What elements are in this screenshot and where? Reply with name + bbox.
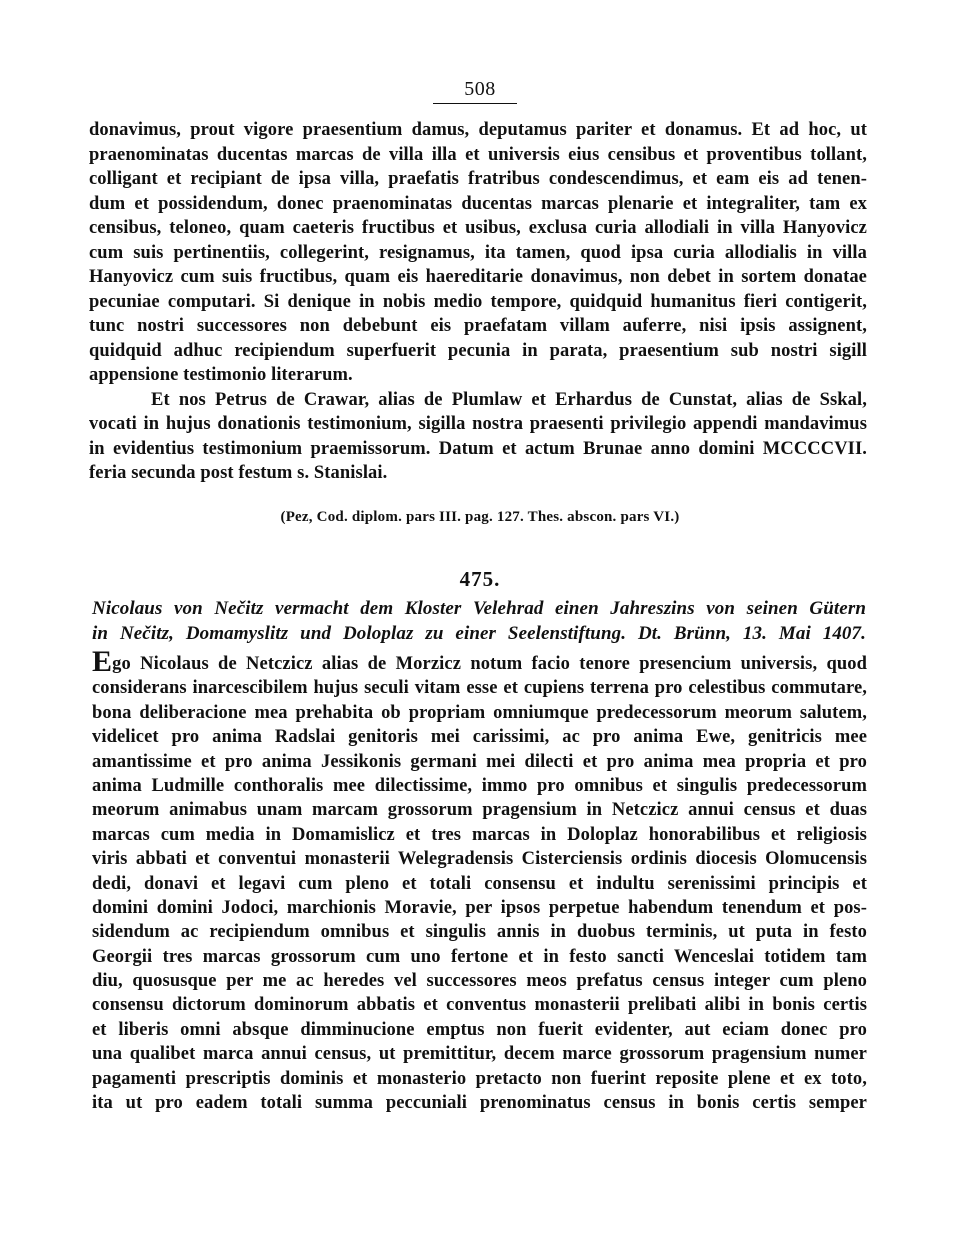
text-line: sidendum ac recipiendum omnibus et singulis annis in duobus terminis, ut puta in festo — [92, 922, 867, 943]
text-line: pagamenti prescriptis dominis et monasterio pretacto non fuerint reposite plene et ex toto, — [92, 1068, 867, 1089]
text-line: viris abbati et conventui monasterii Welegradensis Cisterciensis ordinis diocesis Olomucensis — [92, 849, 867, 870]
regest-line: in Nečitz, Domamyslitz und Doloplaz zu einer Seelenstiftung. Dt. Brünn, 13. Mai 1407. — [92, 623, 866, 644]
text-line: marcas cum media in Domamislicz et tres marcas in Doloplaz honorabilibus et religiosis — [92, 824, 867, 845]
text-line: ita ut pro eadem totali summa peccuniali prenominatus census in bonis certis semper — [92, 1093, 867, 1114]
first-text-line — [92, 645, 867, 678]
text-line: videlicet pro anima Radslai genitoris mei carissimi, ac pro anima Ewe, genitricis mee — [92, 727, 867, 748]
text-line: et liberis omni absque dimminucione emptus non fuerit evidenter, aut eciam donec pro — [92, 1019, 867, 1040]
text-line: considerans inarcescibilem hujus seculi vitam esse et cupiens terrena pro celestibus commutare, — [92, 678, 867, 699]
text-line: in evidentius testimonium praemissorum. Datum et actum Brunae anno domini MCCCCVII. — [89, 438, 867, 459]
text-line: praenominatas ducentas marcas de villa illa et universis eius censibus et proventibus tollant, — [89, 144, 867, 165]
text-line: Hanyovicz cum suis fructibus, quam eis haereditarie donavimus, non debet in sortem donatae — [89, 267, 867, 287]
text-line: bona deliberacione mea prehabita ob propriam omniumque predecessorum meorum salutem, — [92, 702, 867, 723]
document-regest — [92, 596, 866, 646]
text-line: vocati in hujus donationis testimonium, sigilla nostra praesenti privilegio appendi mandavimus — [89, 414, 867, 434]
text-line: diu, quosusque per me ac heredes vel successores meos prefatus census integer cum pleno — [92, 971, 867, 992]
text-line: feria secunda post festum s. Stanislai. — [89, 463, 388, 483]
text-line: Et nos Petrus de Crawar, alias de Plumlaw et Erhardus de Cunstat, alias de Sskal, — [151, 389, 867, 410]
text-line: una qualibet marca annui census, ut premittitur, decem marce grossorum pragensium numer — [92, 1044, 867, 1065]
page-number-rule — [433, 103, 517, 104]
document-body — [92, 645, 867, 1115]
text-line: consensu dictorum dominorum abbatis et conventus monasterii prelibati alibi in bonis certis — [92, 995, 867, 1016]
text-line: tunc nostri successores non debebunt eis praefatam villam auferre, nisi ipsis assignent, — [89, 316, 867, 336]
text-line: amantissime et pro anima Jessikonis germani mei dilecti et pro anima mea propria et pro — [92, 751, 867, 772]
text-line: donavimus, prout vigore praesentium damus, deputamus pariter et donamus. Et ad hoc, ut — [89, 120, 867, 140]
first-line-text: go Nicolaus de Netczicz alias de Morzicz notum facio tenore presencium universis, quod — [112, 654, 867, 674]
text-line: censibus, teloneo, quam caeteris fructibus et usibus, exclusa curia allodiali in villa Hanyovicz — [89, 218, 867, 238]
regest-line: Nicolaus von Nečitz vermacht dem Kloster Velehrad einen Jahreszins von seinen Gütern — [92, 598, 866, 619]
text-line: domini domini Jodoci, marchionis Moravie, per ipsos perpetue habendum tenendum et pos- — [92, 897, 867, 918]
text-line: Georgii tres marcas grossorum cum uno fertone et in festo sancti Wenceslai totidem tam — [92, 946, 867, 967]
text-line: meorum animabus unam marcam grossorum pragensium in Netczicz annui census et duas — [92, 800, 867, 821]
initial-letter: E — [92, 645, 113, 678]
page-number: 508 — [464, 78, 496, 100]
previous-document-text — [89, 118, 867, 486]
text-line: pecuniae computari. Si denique in nobis medio tempore, quidquid humanitus fieri contigerit, — [89, 291, 867, 312]
source-citation: (Pez, Cod. diplom. pars III. pag. 127. Thes. abscon. pars VI.) — [280, 509, 680, 525]
document-number: 475. — [459, 567, 501, 591]
text-line: dedi, donavi et legavi cum pleno et totali consensu et indultu serenissimi principis et — [92, 873, 867, 894]
text-line: appensione testimonio literarum. — [89, 365, 353, 385]
text-line: quidquid adhuc recipiendum superfuerit pecunia in parata, praesentium sub nostri sigill — [89, 340, 867, 361]
text-line: anima Ludmille conthoralis mee dilectissime, immo pro omnibus et singulis predecessorum — [92, 775, 867, 796]
text-line: dum et possidendum, donec praenominatas ducentas marcas plenarie et integraliter, tam ex — [89, 193, 867, 214]
text-line: colligant et recipiant de ipsa villa, praefatis fratribus condescendimus, et eam eis ad tenen- — [89, 169, 867, 189]
text-line: cum suis pertinentiis, collegerint, resignamus, ita tamen, quod ipsa curia allodialis in villa — [89, 242, 867, 263]
